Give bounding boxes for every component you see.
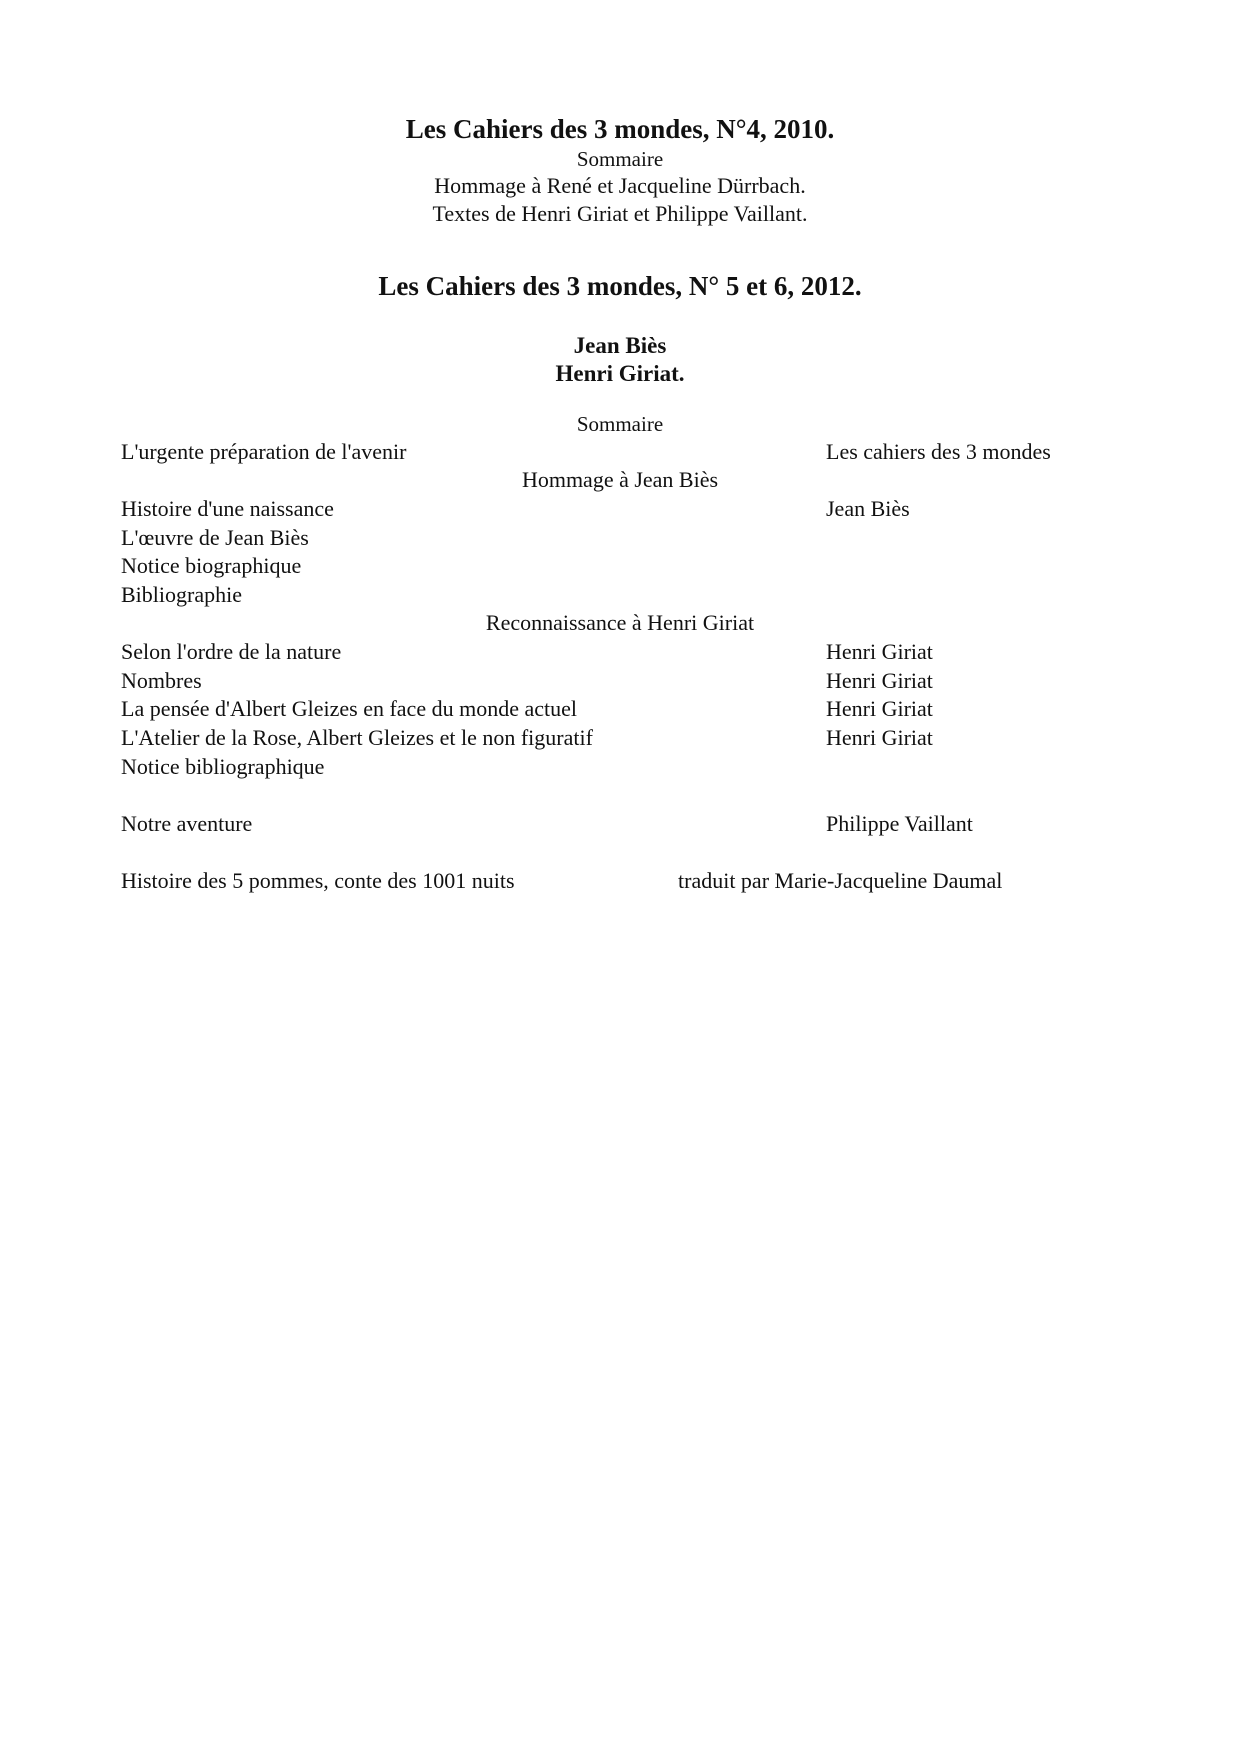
toc-entry-author: Jean Biès xyxy=(826,496,910,521)
toc-entry xyxy=(0,866,1240,895)
toc-entry-title: L'œuvre de Jean Biès xyxy=(121,525,309,550)
toc-entry-title: Nombres xyxy=(121,668,202,693)
toc-entry-title: La pensée d'Albert Gleizes en face du monde actuel xyxy=(121,696,577,721)
toc-entry xyxy=(0,694,1240,723)
toc-entry xyxy=(0,551,1240,580)
toc-entry-author: Les cahiers des 3 mondes xyxy=(826,439,1051,464)
toc-entry-author: Philippe Vaillant xyxy=(826,811,973,836)
toc-entry-author: Henri Giriat xyxy=(826,725,933,750)
toc-section-title: Reconnaissance à Henri Giriat xyxy=(485,610,755,635)
toc-entry-title: Histoire d'une naissance xyxy=(121,496,334,521)
toc-section-heading xyxy=(0,465,1240,494)
issue56-title: Les Cahiers des 3 mondes, N° 5 et 6, 2012. xyxy=(378,271,862,301)
toc-entry-author: Henri Giriat xyxy=(826,639,933,664)
toc-entry-title: Bibliographie xyxy=(121,582,242,607)
toc-entry-translator: traduit par Marie-Jacqueline Daumal xyxy=(678,868,1003,893)
toc-entry-title: L'urgente préparation de l'avenir xyxy=(121,439,407,464)
toc-entry xyxy=(0,523,1240,552)
toc-entry-title: Notice biographique xyxy=(121,553,302,578)
issue4-authors: Textes de Henri Giriat et Philippe Vaillant. xyxy=(432,201,808,226)
toc-section-heading xyxy=(0,608,1240,637)
toc-entry-author: Henri Giriat xyxy=(826,668,933,693)
issue56-name-1: Jean Biès xyxy=(573,333,667,358)
toc-entry xyxy=(0,723,1240,752)
toc-section-title: Hommage à Jean Biès xyxy=(521,467,719,492)
toc-entry-title: L'Atelier de la Rose, Albert Gleizes et le non figuratif xyxy=(121,725,593,750)
toc-entry-author: Henri Giriat xyxy=(826,696,933,721)
issue4-dedication: Hommage à René et Jacqueline Dürrbach. xyxy=(434,173,806,198)
issue4-sommaire-heading: Sommaire xyxy=(576,147,664,171)
issue56-name-2: Henri Giriat. xyxy=(555,361,685,386)
toc-entry xyxy=(0,580,1240,609)
toc-entry-title: Histoire des 5 pommes, conte des 1001 nuits xyxy=(121,868,515,893)
issue56-sommaire-heading: Sommaire xyxy=(576,412,664,436)
toc-entry xyxy=(0,494,1240,523)
toc-entry-title: Selon l'ordre de la nature xyxy=(121,639,342,664)
toc-entry xyxy=(0,809,1240,838)
issue4-title: Les Cahiers des 3 mondes, N°4, 2010. xyxy=(405,114,835,144)
toc-entry xyxy=(0,752,1240,781)
toc-entry xyxy=(0,637,1240,666)
toc-entry xyxy=(0,437,1240,466)
toc-entry-title: Notre aventure xyxy=(121,811,253,836)
toc-entry-title: Notice bibliographique xyxy=(121,754,325,779)
toc-entry xyxy=(0,666,1240,695)
